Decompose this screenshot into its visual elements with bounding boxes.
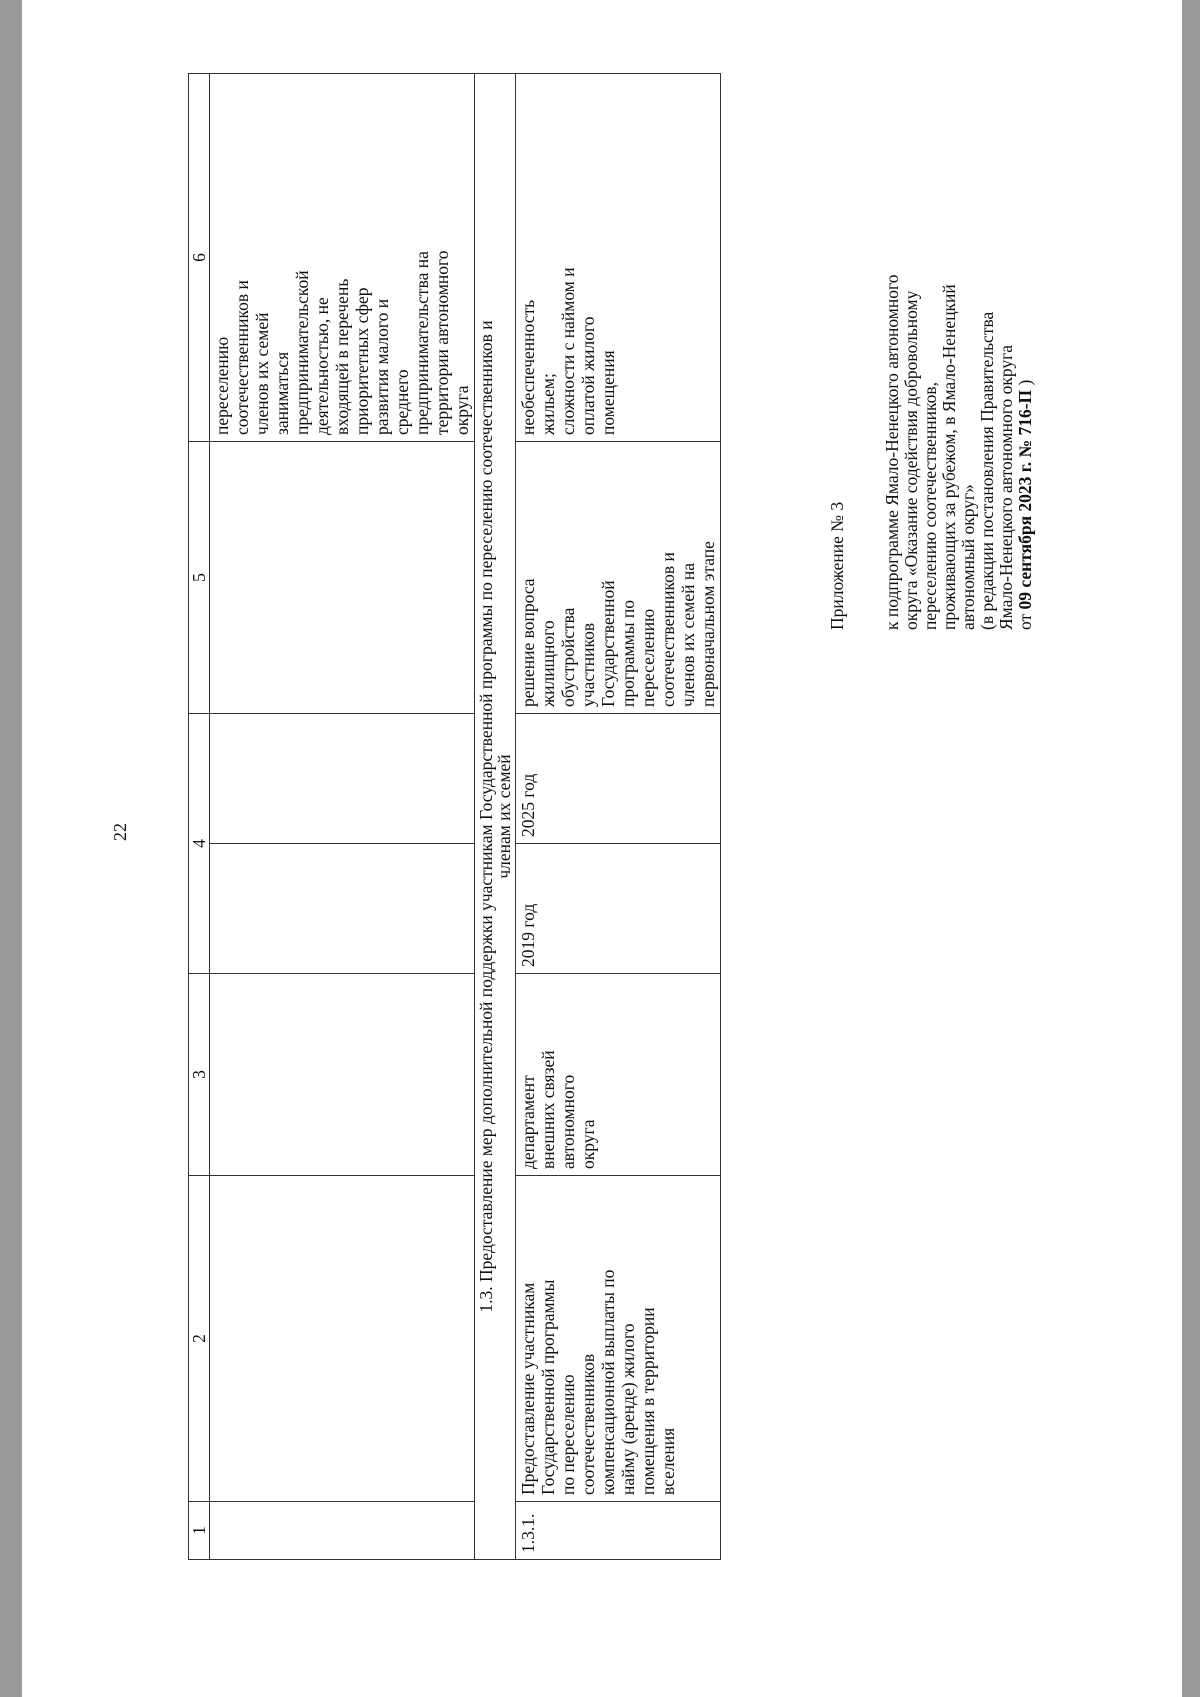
- text-line: автономного: [558, 1074, 578, 1169]
- text-line: соотечественников: [578, 1353, 598, 1495]
- empty-cell: [210, 1502, 475, 1560]
- text-line: обустройства: [558, 607, 578, 707]
- continuation-cell: [210, 74, 475, 442]
- text-line: приоритетных сфер: [352, 287, 372, 435]
- header-cell: 2: [189, 1176, 210, 1502]
- appendix-line: проживающих за рубежом, в Ямало-Ненецкий: [939, 284, 959, 630]
- appendix-title: Приложение № 3: [827, 501, 847, 630]
- text-line: предпринимательства на: [412, 251, 432, 435]
- empty-cell: [210, 714, 475, 844]
- risk-cell: [516, 74, 721, 442]
- empty-cell: [210, 1176, 475, 1502]
- section-title-line: членам их семей: [494, 754, 514, 879]
- table-row: [210, 74, 475, 1560]
- measure-name-cell: [516, 1176, 721, 1502]
- text-line: членов их семей на: [678, 562, 698, 707]
- executor-cell: [516, 974, 721, 1176]
- text-line: вселения: [658, 1427, 678, 1495]
- appendix-line: округа «Оказание содействия добровольному: [901, 290, 921, 630]
- document-page: [22, 0, 1182, 1697]
- text-line: программы по: [618, 600, 638, 707]
- text-line: соотечественников и: [658, 552, 678, 707]
- header-cell: 5: [189, 442, 210, 714]
- text-line: территории автономного: [432, 250, 452, 435]
- result-cell: [516, 442, 721, 714]
- text-line: членов их семей: [252, 312, 272, 435]
- header-cell: 1: [189, 1502, 210, 1560]
- text-line: заниматься: [272, 351, 292, 435]
- table-row: [516, 74, 721, 1560]
- section-row: [475, 74, 516, 1560]
- rotated-content: [188, 0, 1035, 1560]
- section-title: [475, 74, 516, 1560]
- text-line: входящей в перечень: [332, 278, 352, 435]
- row-number: 1.3.1.: [516, 1502, 721, 1560]
- start-year-cell: 2019 год: [516, 844, 721, 974]
- header-cell: 3: [189, 974, 210, 1176]
- appendix-line: автономный округ»: [958, 484, 978, 630]
- header-cell: 4: [189, 714, 210, 974]
- table-header-row: [189, 74, 210, 1560]
- text-line: компенсационной выплаты по: [598, 1269, 618, 1495]
- text-line: внешних связей: [538, 1050, 558, 1169]
- text-line: помещения в территории: [638, 1307, 658, 1495]
- text-line: переселению: [212, 336, 232, 435]
- appendix-text: [883, 70, 1035, 630]
- text-line: сложности с наймом и: [558, 267, 578, 435]
- section-title-line: 1.3. Предоставление мер дополнительной поддержки участникам Государственной программы по переселению соотечественников и: [476, 320, 496, 1313]
- text-line: найму (аренде) жилого: [618, 1323, 638, 1495]
- appendix-date-line: [1016, 70, 1035, 630]
- end-year-cell: 2025 год: [516, 714, 721, 844]
- text-line: первоначальном этапе: [698, 541, 718, 707]
- text-line: округа: [578, 1119, 598, 1169]
- text-line: по переселению: [558, 1374, 578, 1495]
- appendix-line: (в редакции постановления Правительства: [977, 311, 997, 630]
- appendix-line: переселению соотечественников,: [920, 382, 940, 630]
- date-suffix: ): [1015, 379, 1035, 386]
- text-line: среднего: [392, 369, 412, 435]
- text-line: предпринимательской: [292, 270, 312, 435]
- text-line: необеспеченность: [518, 299, 538, 435]
- date-prefix: от: [1015, 613, 1035, 630]
- page-number: 22: [110, 823, 130, 841]
- text-line: участников: [578, 622, 598, 707]
- text-line: переселению: [638, 608, 658, 707]
- text-line: оплатой жилого: [578, 316, 598, 435]
- appendix-line: к подпрограмме Ямало-Ненецкого автономного: [882, 274, 902, 630]
- text-line: жильем;: [538, 373, 558, 435]
- text-line: округа: [452, 385, 472, 435]
- empty-cell: [210, 442, 475, 714]
- appendix-line: Ямало-Ненецкого автономного округа: [996, 344, 1016, 630]
- text-line: Государственной: [598, 580, 618, 707]
- text-line: Предоставление участникам: [518, 1282, 538, 1495]
- empty-cell: [210, 974, 475, 1176]
- text-line: развития малого и: [372, 298, 392, 435]
- header-cell: 6: [189, 74, 210, 442]
- appendix-block: [827, 70, 1035, 630]
- date-value: 09 сентября 2023 г. № 716-П: [1015, 389, 1035, 610]
- text-line: решение вопроса: [518, 578, 538, 707]
- text-line: жилищного: [538, 620, 558, 707]
- text-line: помещения: [598, 350, 618, 435]
- text-line: Государственной программы: [538, 1279, 558, 1495]
- text-line: департамент: [518, 1075, 538, 1169]
- empty-cell: [210, 844, 475, 974]
- text-line: деятельностью, не: [312, 297, 332, 435]
- text-line: соотечественников и: [232, 280, 252, 435]
- measures-table: [188, 73, 721, 1560]
